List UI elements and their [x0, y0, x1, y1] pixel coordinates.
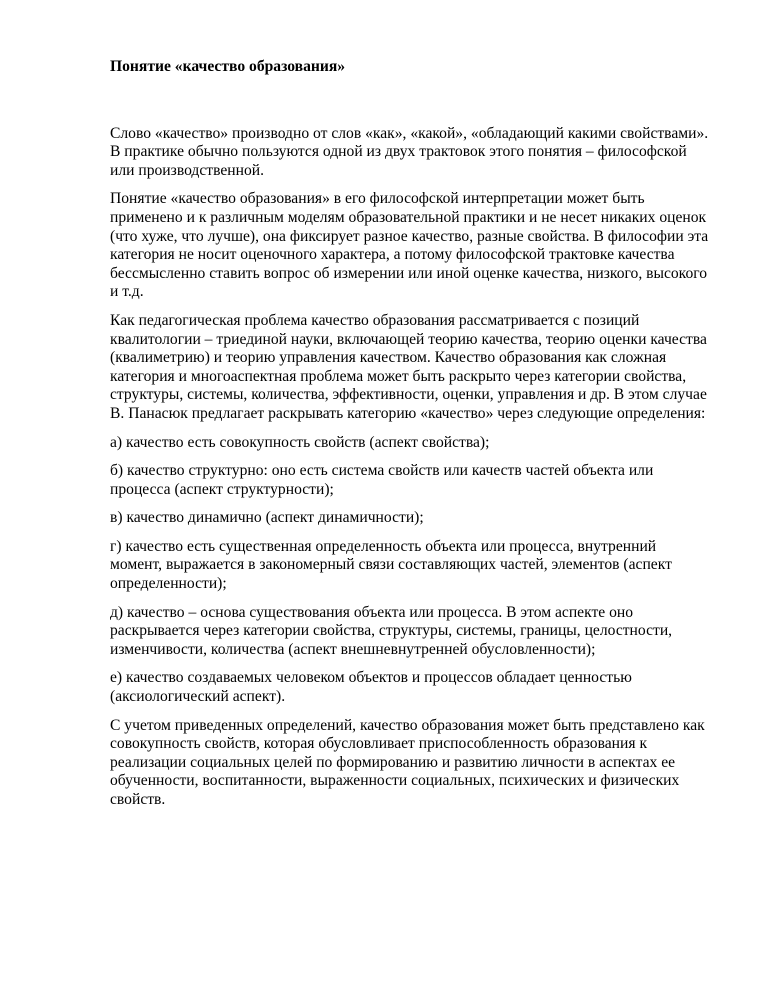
document-page [110, 58, 710, 820]
list-item-e: е) качество создаваемых человеком объектов и процессов обладает ценностью (аксиологический аспект). [110, 669, 632, 706]
paragraph-philosophical: Понятие «качество образования» в его философской интерпретации может быть применено и к различным моделям образовательной практики и не несет никаких оценок (что хуже, что лучше), она фиксирует разное качество, разные свойства. В философии эта категория не носит оценочного характера, а потому философской трактовке качества бессмысленно ставить вопрос об измерении или иной оценке качества, низкого, высокого и т.д. [110, 190, 709, 301]
document-title: Понятие «качество образования» [110, 58, 346, 75]
list-item-d: д) качество – основа существования объекта или процесса. В этом аспекте оно раскрывается через категории свойства, структуры, системы, границы, целостности, изменчивости, количества (аспект внешневнутренней обусловленности); [110, 603, 673, 658]
list-item-b: б) качество структурно: оно есть система свойств или качеств частей объекта или процесса (аспект структурности); [110, 462, 654, 498]
paragraph-intro: Слово «качество» производно от слов «как», «какой», «обладающий какими свойствами». В практике обычно пользуются одной из двух трактовок этого понятия – философской или производственной. [110, 124, 709, 179]
list-item-g: г) качество есть существенная определенность объекта или процесса, внутренний момент, выражается в закономерный связи составляющих частей, элементов (аспект определенности); [110, 537, 672, 593]
list-item-a: а) качество есть совокупность свойств (аспект свойства); [110, 433, 490, 451]
paragraph-conclusion: С учетом приведенных определений, качество образования может быть представлено как совокупность свойств, которая обусловливает приспособленность образования к реализации социальных целей по формированию и развитию личности в аспектах ее обученности, воспитанности, выраженности социальных, психических и физических свойств. [110, 716, 705, 808]
paragraph-pedagogical: Как педагогическая проблема качество образования рассматривается с позиций квалитологии – триединой науки, включающей теорию качества, теорию оценки качества (квалиметрию) и теорию управления качеством. Качество образования как сложная категория и многоаспектная проблема может быть раскрыто через категории свойства, структуры, системы, количества, эффективности, оценки, управления и др. В этом случае В. Панасюк предлагает раскрывать категорию «качество» через следующие определения: [110, 311, 707, 422]
list-item-v: в) качество динамично (аспект динамичности); [110, 509, 424, 527]
